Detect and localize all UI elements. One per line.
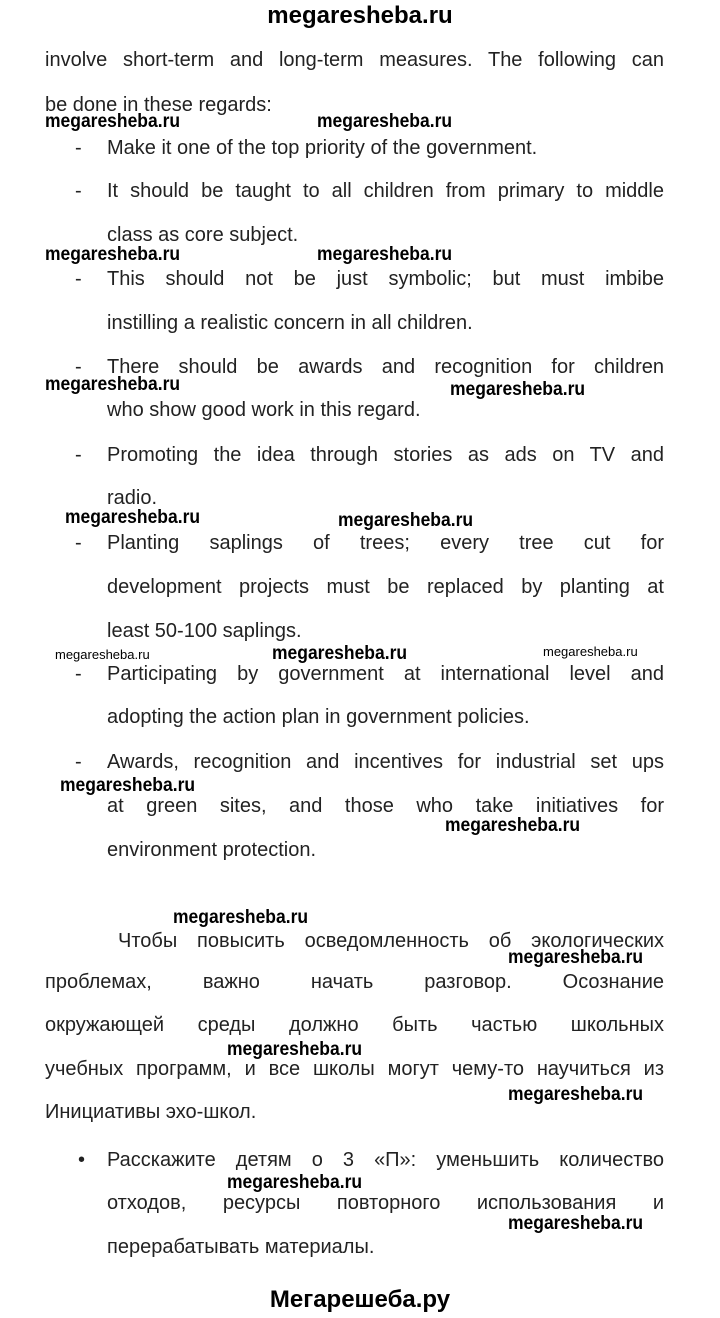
text-line: учебных программ, и все школы могут чему-то научиться из xyxy=(45,1058,664,1080)
watermark: megaresheba.ru xyxy=(338,510,474,531)
watermark: megaresheba.ru xyxy=(508,947,644,968)
watermark: megaresheba.ru xyxy=(543,644,638,659)
list-item-cont: environment protection. xyxy=(107,839,317,861)
list-item-cont: class as core subject. xyxy=(107,224,299,246)
list-item: Planting saplings of trees; every tree cut for xyxy=(107,532,664,554)
text-line: involve short-term and long-term measures. The following can xyxy=(45,49,664,71)
dash-marker: - xyxy=(75,751,82,773)
text-line: окружающей среды должно быть частью школьных xyxy=(45,1014,664,1036)
watermark: megaresheba.ru xyxy=(173,907,309,928)
list-item: Promoting the idea through stories as ads on TV and xyxy=(107,444,664,466)
text-line: проблемах, важно начать разговор. Осознание xyxy=(45,971,664,993)
text-line: Инициативы эхо-школ. xyxy=(45,1101,257,1123)
list-item-cont: отходов, ресурсы повторного использования и xyxy=(107,1192,664,1214)
list-item: Awards, recognition and incentives for industrial set ups xyxy=(107,751,664,773)
watermark: megaresheba.ru xyxy=(445,815,581,836)
watermark: megaresheba.ru xyxy=(65,507,201,528)
dash-marker: - xyxy=(75,663,82,685)
watermark: megaresheba.ru xyxy=(508,1213,644,1234)
watermark: megaresheba.ru xyxy=(317,244,453,265)
list-item: There should be awards and recognition for children xyxy=(107,356,664,378)
dash-marker: - xyxy=(75,444,82,466)
bullet-marker: • xyxy=(78,1149,86,1171)
list-item: Participating by government at international level and xyxy=(107,663,664,685)
watermark: megaresheba.ru xyxy=(450,379,586,400)
list-item-cont: adopting the action plan in government policies. xyxy=(107,706,530,728)
list-item: It should be taught to all children from primary to middle xyxy=(107,180,664,202)
watermark: megaresheba.ru xyxy=(227,1172,363,1193)
list-item: This should not be just symbolic; but must imbibe xyxy=(107,268,664,290)
text-line: be done in these regards: xyxy=(45,94,272,116)
dash-marker: - xyxy=(75,137,82,159)
text-line: Чтобы повысить осведомленность об экологических xyxy=(118,930,664,952)
footer-watermark: Мегарешеба.ру xyxy=(269,1286,451,1313)
watermark: megaresheba.ru xyxy=(272,643,408,664)
dash-marker: - xyxy=(75,180,82,202)
header-watermark: megaresheba.ru xyxy=(267,2,453,29)
list-item-cont: radio. xyxy=(107,487,158,509)
watermark: megaresheba.ru xyxy=(317,111,453,132)
watermark: megaresheba.ru xyxy=(508,1084,644,1105)
dash-marker: - xyxy=(75,268,82,290)
watermark: megaresheba.ru xyxy=(60,775,196,796)
list-item: Make it one of the top priority of the government. xyxy=(107,137,538,159)
list-item-cont: instilling a realistic concern in all children. xyxy=(107,312,473,334)
list-item-cont: least 50-100 saplings. xyxy=(107,620,302,642)
dash-marker: - xyxy=(75,532,82,554)
watermark: megaresheba.ru xyxy=(55,647,150,662)
watermark: megaresheba.ru xyxy=(45,244,181,265)
dash-marker: - xyxy=(75,356,82,378)
list-item: Расскажите детям о 3 «П»: уменьшить количество xyxy=(107,1149,664,1171)
watermark: megaresheba.ru xyxy=(45,111,181,132)
watermark: megaresheba.ru xyxy=(45,374,181,395)
list-item-cont: at green sites, and those who take initiatives for xyxy=(107,795,664,817)
watermark: megaresheba.ru xyxy=(227,1039,363,1060)
list-item-cont: who show good work in this regard. xyxy=(107,399,421,421)
list-item-cont: перерабатывать материалы. xyxy=(107,1236,375,1258)
list-item-cont: development projects must be replaced by planting at xyxy=(107,576,664,598)
